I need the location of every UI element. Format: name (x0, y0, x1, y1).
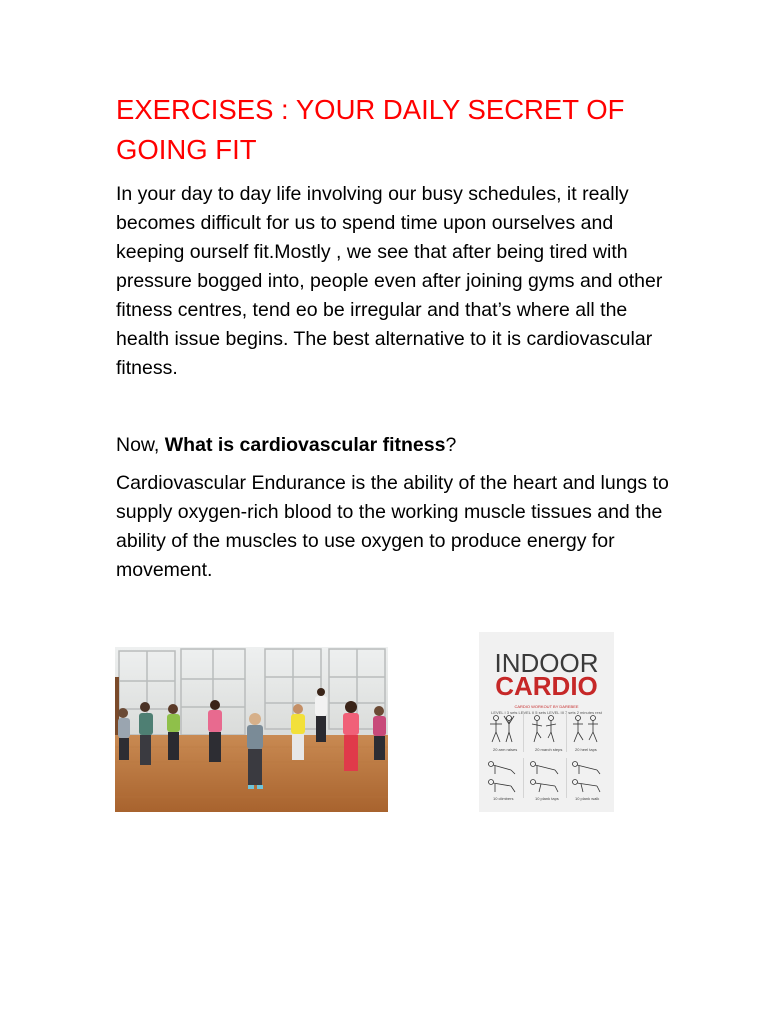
group-fitness-class-photo (115, 647, 388, 812)
question-line (116, 431, 676, 460)
intro-paragraph: In your day to day life involving our busy schedules, it really becomes difficult for us to spend time upon ourselves and keeping ourself fit.Mostly , we see that after being tired with pressure bogged into, people even after joining gyms and other fitness centres, tend eo be irregular and that’s where all the health issue begins. The best alternative to it is cardiovascular fitness. (116, 183, 663, 379)
poster-caption-3: 20 heel taps (575, 747, 597, 752)
poster-title-line1: INDOOR (494, 648, 599, 678)
question-prefix: Now, (116, 434, 165, 456)
poster-caption-1: 20 arm raises (493, 747, 518, 752)
poster-caption-6: 10 plank walk (575, 796, 600, 801)
question-suffix: ? (445, 434, 457, 456)
poster-exercise-figures (479, 632, 614, 812)
definition-paragraph: Cardiovascular Endurance is the ability of the heart and lungs to supply oxygen-rich blood to the working muscle tissues and the ability of the muscles to use oxygen to produce energy for movement. (116, 472, 669, 581)
poster-caption-4: 10 climbers (493, 796, 514, 801)
poster-subtitle-levels: LEVEL I 3 sets LEVEL II 5 sets LEVEL III 7 sets 2 minutes rest (491, 710, 602, 715)
document-title: EXERCISES : YOUR DAILY SECRET OF GOING FIT (116, 94, 625, 165)
poster-subtitle: CARDIO WORKOUT BY DAREBEE (514, 704, 579, 709)
poster-caption-2: 20 march steps (535, 747, 563, 752)
indoor-cardio-poster (479, 632, 614, 812)
poster-title-line2: CARDIO (495, 671, 598, 701)
fitness-photo-illustration (115, 647, 388, 812)
question-bold: What is cardiovascular fitness (164, 434, 446, 456)
poster-caption-5: 10 plank taps (535, 796, 559, 801)
